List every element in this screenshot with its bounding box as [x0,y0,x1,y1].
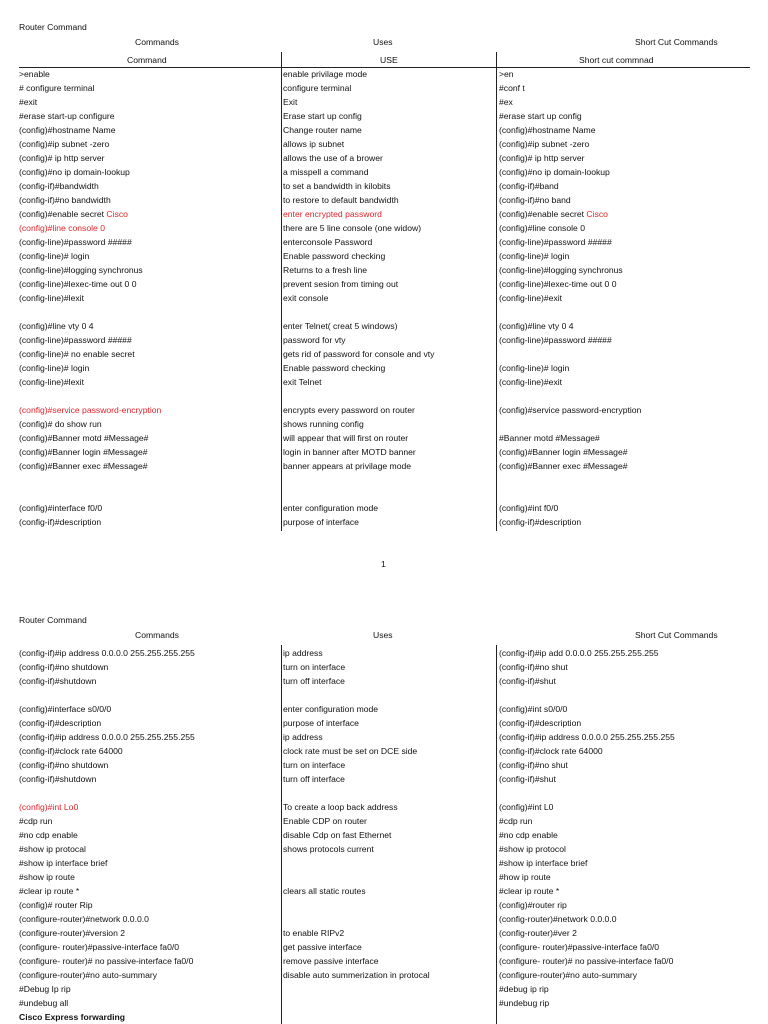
table-row [0,688,768,702]
shortcut-cell [499,926,577,940]
use-cell: Change router name [283,125,362,135]
use-cell: To create a loop back address [283,802,398,812]
use-cell: enterconsole Password [283,237,373,247]
command-text: (config)#Banner motd #Message# [19,433,149,443]
shortcut-text: (config-if)#no shut [499,760,568,770]
command-cell [19,870,75,884]
shortcut-cell [499,646,659,660]
shortcut-text: (config-line)# login [499,363,570,373]
shortcut-text: #ex [499,97,513,107]
shortcut-text: (config)#int f0/0 [499,503,559,513]
header-commands: Commands [135,37,179,47]
command-text: #exit [19,97,38,107]
shortcut-text: (config-if)#description [499,718,582,728]
table-row [0,758,768,772]
command-cell [19,884,79,898]
page-title: Router Command [19,615,87,625]
table-row [0,842,768,856]
use-cell: purpose of interface [283,517,359,527]
shortcut-cell [499,716,581,730]
table-row [0,996,768,1010]
shortcut-text: #show ip protocol [499,844,566,854]
use-cell: remove passive interface [283,956,379,966]
use-cell: exit console [283,293,329,303]
command-cell [19,646,195,660]
command-text: (config)# do show run [19,419,102,429]
table-row [0,646,768,660]
command-text: (config-line)#password ##### [19,335,132,345]
table-row [0,856,768,870]
command-text: #Debug Ip rip [19,984,71,994]
shortcut-text: (config)#hostname Name [499,125,596,135]
command-text: (config-line)#logging synchronus [19,265,143,275]
command-text: (config-if)#bandwidth [19,181,99,191]
header-shortcuts: Short Cut Commands [635,37,718,47]
use-cell: to set a bandwidth in kilobits [283,181,391,191]
shortcut-cell [499,996,549,1010]
use-cell: Returns to a fresh line [283,265,368,275]
shortcut-cell [499,856,587,870]
command-cell [19,828,78,842]
use-cell: turn off interface [283,676,345,686]
command-cell [19,982,71,996]
shortcut-cell [499,800,553,814]
shortcut-cell [499,898,567,912]
command-text: (config)# ip http server [19,153,105,163]
use-cell: banner appears at privilage mode [283,461,412,471]
command-text: (config)# router Rip [19,900,93,910]
shortcut-text: (config)#service password-encryption [499,405,642,415]
use-cell: Enable password checking [283,251,386,261]
subheader-shortcut: Short cut commnad [579,55,654,65]
command-text: (config)#hostname Name [19,125,116,135]
use-cell: shows protocols current [283,844,374,854]
command-cell [19,800,78,814]
shortcut-cell [499,940,659,954]
use-cell: clock rate must be set on DCE side [283,746,418,756]
use-cell: configure terminal [283,83,352,93]
use-cell: disable Cdp on fast Ethernet [283,830,392,840]
use-cell: Enable CDP on router [283,816,367,826]
use-cell: Exit [283,97,298,107]
use-cell: prevent sesion from timing out [283,279,399,289]
shortcut-text: (config)#Banner login #Message# [499,447,628,457]
password-highlight: Cisco [586,209,608,219]
use-cell: password for vty [283,335,346,345]
command-text: (config-line)# login [19,251,90,261]
table-row [0,786,768,800]
command-cell [19,996,68,1010]
shortcut-text: (config-if)#no band [499,195,571,205]
page-number: 1 [381,559,386,569]
header-uses: Uses [373,37,393,47]
table-row [0,884,768,898]
command-text: (config)#line console 0 [19,223,105,233]
command-text: #undebug all [19,998,69,1008]
header-uses: Uses [373,630,393,640]
command-text: (config-line)# no enable secret [19,349,135,359]
command-text: (config)#service password-encryption [19,405,162,415]
command-text: (config-line)#lexit [19,377,84,387]
command-cell [19,898,93,912]
shortcut-text: (config)# ip http server [499,153,585,163]
use-cell: turn off interface [283,774,345,784]
shortcut-text: #Banner motd #Message# [499,433,600,443]
command-text: #clear ip route * [19,886,80,896]
command-cell [19,842,86,856]
shortcut-text: (config)#int s0/0/0 [499,704,568,714]
command-text: #erase start-up configure [19,111,115,121]
command-cell [19,758,108,772]
use-cell: enter configuration mode [283,503,379,513]
command-cell [19,926,125,940]
command-cell [19,702,111,716]
shortcut-text: (config-if)#ip add 0.0.0.0 255.255.255.255 [499,648,659,658]
command-cell [19,674,96,688]
shortcut-text: (config-if)#shut [499,676,556,686]
shortcut-text: (config-line)# login [499,251,570,261]
use-cell: ip address [283,648,323,658]
table-row [0,716,768,730]
table-row [0,674,768,688]
use-cell: enter configuration mode [283,704,379,714]
shortcut-text: (config-line)#logging synchronus [499,265,623,275]
table-row [0,828,768,842]
command-text: #show ip route [19,872,75,882]
shortcut-cell [499,814,532,828]
shortcut-cell [499,730,675,744]
shortcut-text: >en [499,69,514,79]
shortcut-text: #erase start up config [499,111,582,121]
shortcut-text: (configure-router)#no auto-summary [499,970,638,980]
command-text: #no cdp enable [19,830,78,840]
use-cell: to restore to default bandwidth [283,195,399,205]
command-cell [19,716,101,730]
command-text: (config)#line vty 0 4 [19,321,94,331]
shortcut-text: (config)#ip subnet -zero [499,139,590,149]
shortcut-cell [499,842,566,856]
shortcut-text: (config-if)#clock rate 64000 [499,746,603,756]
shortcut-text: (config)#router rip [499,900,567,910]
shortcut-cell [499,660,568,674]
page-title: Router Command [19,22,87,32]
command-text: (config-line)# login [19,363,90,373]
command-text: #cdp run [19,816,53,826]
command-text: (config-if)#shutdown [19,774,97,784]
use-cell: enable privilage mode [283,69,368,79]
shortcut-text: (config-line)#password ##### [499,237,612,247]
command-cell [19,954,193,968]
table-row [0,982,768,996]
header-shortcuts: Short Cut Commands [635,630,718,640]
command-text: (config)#Banner login #Message# [19,447,148,457]
command-text: #show ip interface brief [19,858,108,868]
table-row [0,800,768,814]
use-cell: Enable password checking [283,363,386,373]
use-cell: enter Telnet( creat 5 windows) [283,321,398,331]
command-text: (config-line)#lexit [19,293,84,303]
use-cell: a misspell a command [283,167,369,177]
command-text: (config)#ip subnet -zero [19,139,110,149]
command-text: (config)#interface s0/0/0 [19,704,112,714]
command-text: (configure- router)#passive-interface fa0/0 [19,942,180,952]
command-cell [19,856,107,870]
use-cell: shows running config [283,419,364,429]
table-row [0,870,768,884]
command-text: (config)#interface f0/0 [19,503,103,513]
command-cell [19,660,108,674]
shortcut-text: #debug ip rip [499,984,549,994]
command-text: (config-if)#ip address 0.0.0.0 255.255.255.255 [19,648,195,658]
command-text: (config-if)#description [19,718,102,728]
command-cell [19,730,195,744]
use-cell: allows the use of a brower [283,153,383,163]
use-cell: disable auto summerization in protocal [283,970,430,980]
shortcut-text: (config-router)#network 0.0.0.0 [499,914,617,924]
command-text: (configure-router)#network 0.0.0.0 [19,914,149,924]
shortcut-cell [499,912,617,926]
table-row [0,968,768,982]
command-text: (config-if)#description [19,517,102,527]
use-cell: Erase start up config [283,111,362,121]
shortcut-text: (config)#line vty 0 4 [499,321,574,331]
shortcut-cell [499,884,559,898]
command-cell [19,1010,125,1024]
use-cell: to enable RIPv2 [283,928,345,938]
table-row [0,940,768,954]
shortcut-text: (config-line)#exit [499,293,563,303]
command-text: (configure-router)#version 2 [19,928,126,938]
shortcut-text: #show ip interface brief [499,858,588,868]
shortcut-cell [499,674,556,688]
table-row [0,1010,768,1024]
table-row [0,912,768,926]
use-cell: will appear that will first on router [283,433,409,443]
shortcut-cell [499,744,603,758]
shortcut-text: (config-if)#no shut [499,662,568,672]
shortcut-text: (config-if)#description [499,517,582,527]
table-row [0,730,768,744]
shortcut-cell [499,954,673,968]
command-text: # configure terminal [19,83,95,93]
shortcut-text: #clear ip route * [499,886,560,896]
password-highlight: Cisco [106,209,128,219]
shortcut-cell [499,828,558,842]
shortcut-text: (configure- router)# no passive-interface fa0/0 [499,956,674,966]
shortcut-text: (config-if)#band [499,181,559,191]
subheader-use: USE [380,55,398,65]
shortcut-text: (config-line)#lexec-time out 0 0 [499,279,617,289]
command-text: (config-if)#no shutdown [19,662,109,672]
command-text: (config-if)#clock rate 64000 [19,746,123,756]
use-cell: gets rid of password for console and vty [283,349,435,359]
command-text: (config-if)#shutdown [19,676,97,686]
shortcut-text: #how ip route [499,872,551,882]
use-cell: clears all static routes [283,886,366,896]
shortcut-text: #cdp run [499,816,533,826]
command-text: (configure-router)#no auto-summary [19,970,158,980]
use-cell: turn on interface [283,662,346,672]
table-row [0,926,768,940]
shortcut-cell [499,870,551,884]
table-row [0,954,768,968]
shortcut-cell [499,968,637,982]
table-row [0,660,768,674]
use-cell: turn on interface [283,760,346,770]
table-row [0,744,768,758]
shortcut-cell [499,772,556,786]
shortcut-text: (config-if)#ip address 0.0.0.0 255.255.255.255 [499,732,675,742]
command-text: (config-line)#password ##### [19,237,132,247]
command-text: (config-line)#lexec-time out 0 0 [19,279,137,289]
command-text: (config-if)#ip address 0.0.0.0 255.255.255.255 [19,732,195,742]
use-cell: encrypts every password on router [283,405,415,415]
shortcut-text: (config-line)#password ##### [499,335,612,345]
command-text: #show ip protocal [19,844,86,854]
command-cell [19,772,96,786]
use-cell: get passive interface [283,942,362,952]
command-text: (config)#no ip domain-lookup [19,167,130,177]
use-cell: exit Telnet [283,377,322,387]
use-cell: there are 5 line console (one widow) [283,223,422,233]
command-text: (config-if)#no shutdown [19,760,109,770]
use-cell: enter encrypted password [283,209,382,219]
command-text: (config)#Banner exec #Message# [19,461,148,471]
shortcut-text: (config-line)#exit [499,377,563,387]
use-cell: purpose of interface [283,718,359,728]
shortcut-text: (config)#Banner exec #Message# [499,461,628,471]
table-row [0,702,768,716]
command-cell [19,940,179,954]
command-text: (configure- router)# no passive-interface fa0/0 [19,956,194,966]
table-row [0,772,768,786]
shortcut-text: (configure- router)#passive-interface fa0/0 [499,942,660,952]
command-cell [19,744,123,758]
command-text: Cisco Express forwarding [19,1012,126,1022]
shortcut-cell [499,758,568,772]
shortcut-text: #conf t [499,83,525,93]
use-cell: login in banner after MOTD banner [283,447,416,457]
use-cell: ip address [283,732,323,742]
command-text: (config-if)#no bandwidth [19,195,111,205]
shortcut-text: (config)#no ip domain-lookup [499,167,610,177]
subheader-command: Command [127,55,167,65]
shortcut-text: (config)#enable secret [499,209,587,219]
command-text: (config)#enable secret [19,209,107,219]
shortcut-text: (config)#int L0 [499,802,554,812]
use-cell: allows ip subnet [283,139,345,149]
header-commands: Commands [135,630,179,640]
shortcut-text: (config-if)#shut [499,774,556,784]
command-cell [19,968,157,982]
command-cell [19,912,149,926]
table-row [0,898,768,912]
command-text: (config)#int Lo0 [19,802,79,812]
shortcut-text: (config)#line console 0 [499,223,585,233]
shortcut-cell [499,702,567,716]
table-row [0,814,768,828]
shortcut-cell [499,982,549,996]
command-text: >enable [19,69,50,79]
shortcut-text: (config-router)#ver 2 [499,928,577,938]
command-cell [19,814,52,828]
shortcut-text: #no cdp enable [499,830,558,840]
shortcut-text: #undebug rip [499,998,550,1008]
